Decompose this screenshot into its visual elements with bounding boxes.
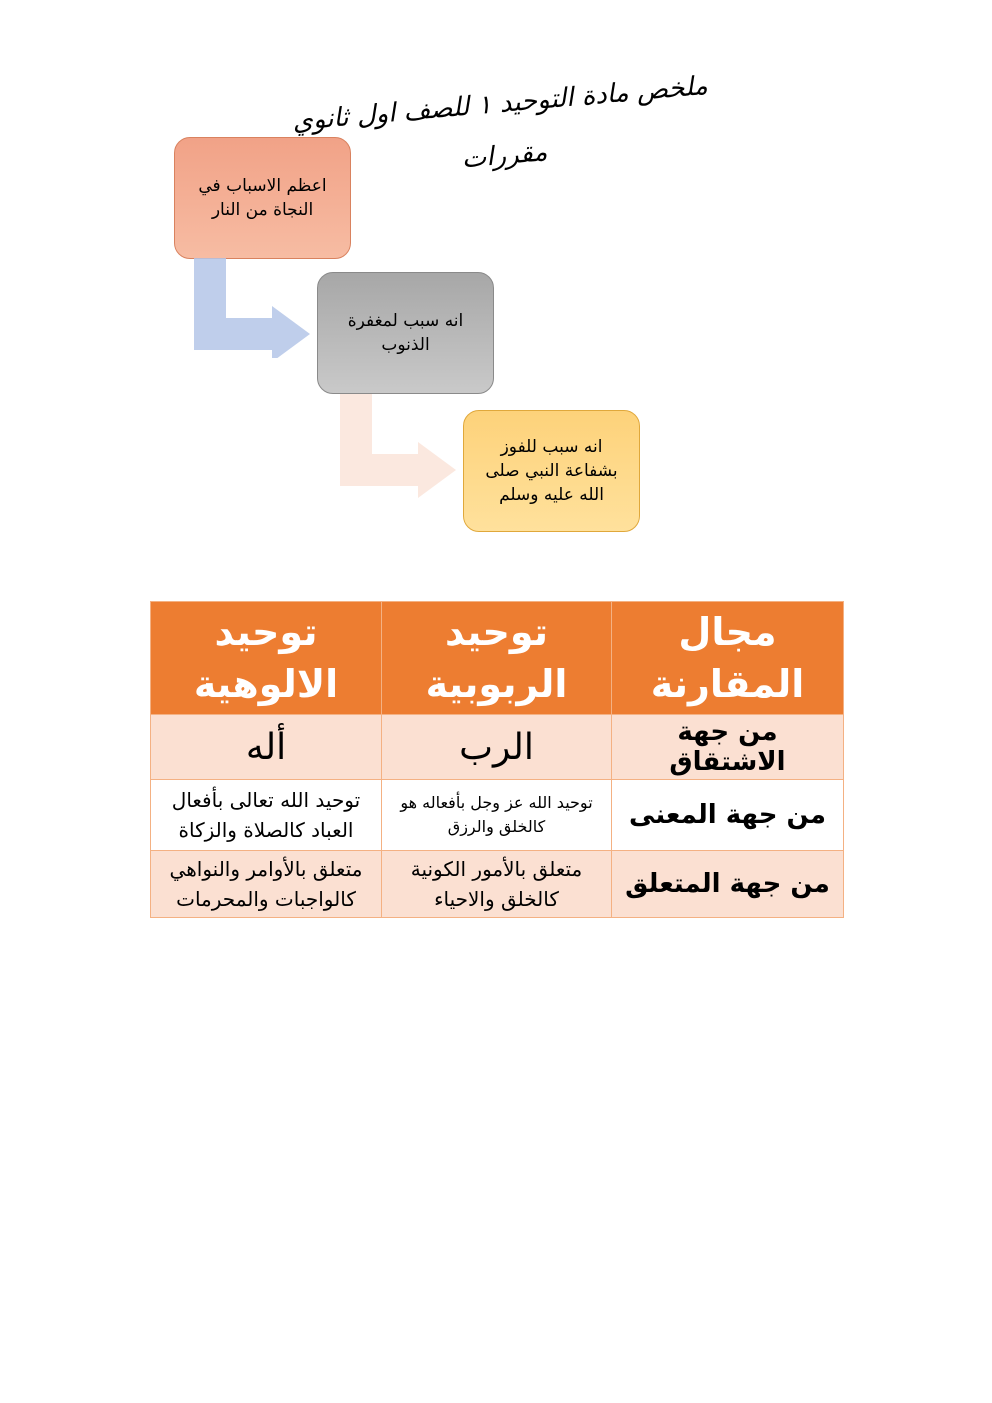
page-title: ملخص مادة التوحيد ١ للصف اول ثانوي مقررات bbox=[291, 70, 709, 175]
comparison-table bbox=[150, 601, 844, 918]
table-row bbox=[151, 851, 844, 918]
cell-rububiyya-meaning: توحيد الله عز وجل بأفعاله هو كالخلق والرزق bbox=[382, 780, 612, 851]
bent-arrow-1-shape bbox=[194, 258, 310, 358]
cell-uluhiyya-related: متعلق بالأوامر والنواهي كالواجبات والمحرمات bbox=[151, 851, 382, 918]
table-header-row bbox=[151, 602, 844, 715]
bent-arrow-2-shape bbox=[340, 394, 456, 498]
header-uluhiyya: توحيد الالوهية bbox=[151, 602, 382, 715]
row-label-related: من جهة المتعلق bbox=[612, 851, 844, 918]
row-label-meaning: من جهة المعنى bbox=[612, 780, 844, 851]
cell-rububiyya-derivation: الرب bbox=[382, 715, 612, 780]
bent-arrow-2 bbox=[336, 394, 461, 498]
table-row bbox=[151, 715, 844, 780]
header-comparison-field: مجال المقارنة bbox=[612, 602, 844, 715]
flow-step-2-text: انه سبب لمغفرة الذنوب bbox=[347, 311, 464, 355]
cell-rububiyya-related: متعلق بالأمور الكونية كالخلق والاحياء bbox=[382, 851, 612, 918]
cell-uluhiyya-derivation: أله bbox=[151, 715, 382, 780]
row-label-derivation: من جهة الاشتقاق bbox=[612, 715, 844, 780]
flow-step-1 bbox=[174, 137, 351, 259]
cell-uluhiyya-meaning: توحيد الله تعالى بأفعال العباد كالصلاة والزكاة bbox=[151, 780, 382, 851]
bent-arrow-1 bbox=[190, 258, 315, 358]
header-rububiyya: توحيد الربوبية bbox=[382, 602, 612, 715]
flow-step-3-text: انه سبب للفوز بشفاعة النبي صلى الله عليه وسلم bbox=[485, 437, 618, 505]
flow-step-1-text: اعظم الاسباب في النجاة من النار bbox=[198, 176, 327, 220]
flow-step-3 bbox=[463, 410, 640, 532]
flow-step-2 bbox=[317, 272, 494, 394]
table-row bbox=[151, 780, 844, 851]
